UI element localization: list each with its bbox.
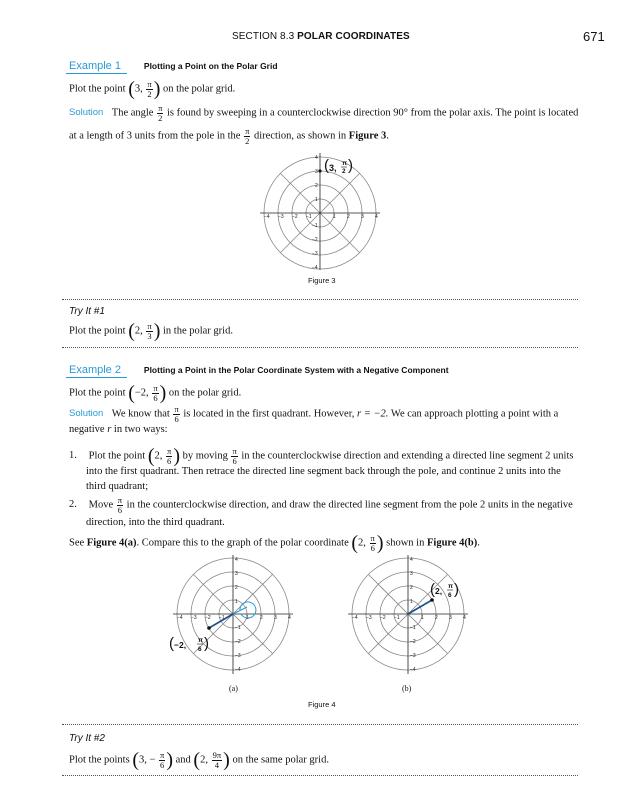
svg-text:−2: −2 <box>205 615 211 621</box>
try-it-1-label: Try It #1 <box>69 306 105 317</box>
svg-text:−2: −2 <box>410 639 416 645</box>
list-item-2-cont: direction, into the third quadrant. <box>86 517 225 528</box>
svg-text:2: 2 <box>342 168 346 175</box>
plotted-point <box>207 626 211 630</box>
svg-text:2,: 2, <box>435 586 443 596</box>
svg-text:3: 3 <box>274 615 277 621</box>
svg-text:): ) <box>348 157 353 174</box>
divider <box>62 775 578 776</box>
svg-text:π: π <box>198 637 203 644</box>
svg-text:−3: −3 <box>235 653 241 659</box>
section-header <box>232 31 410 42</box>
try-it-1-text: Plot the point (2, $\frac{\pi}{3}$ ) in the polar grid. <box>69 320 233 342</box>
svg-text:4: 4 <box>235 557 238 563</box>
figure-4b-reference[interactable]: Figure 4(b) <box>426 537 478 549</box>
divider <box>62 347 578 348</box>
x-tick: −1 <box>306 214 312 220</box>
example-1-solution-line-2: at a length of 3 units from the pole in the $\frac{\pi}{2}$ direction, as shown in Figure 3. <box>69 126 389 146</box>
example-1-problem: Plot the point (3, $\frac{\pi}{2}$ ) on the polar grid. <box>69 78 236 100</box>
x-tick: 2 <box>347 214 350 220</box>
point-label-2-pi-6 <box>430 581 459 599</box>
svg-text:): ) <box>454 581 459 598</box>
svg-text:(: ( <box>169 635 174 652</box>
svg-text:−1: −1 <box>394 615 400 621</box>
example-2-problem: Plot the point (−2, $\frac{\pi}{6}$ ) on the polar grid. <box>69 382 242 404</box>
figure-3-polar-grid <box>250 148 390 273</box>
svg-text:2: 2 <box>235 585 238 591</box>
x-tick: 3 <box>361 214 364 220</box>
see-figure-4-text: See Figure 4(a). Compare this to the graph of the polar coordinate (2, $\frac{\pi}{6}$ ) shown in Figure 4(b). <box>69 532 480 554</box>
x-tick: 1 <box>333 214 336 220</box>
section-title: POLAR COORDINATES <box>297 31 410 42</box>
svg-text:3,: 3, <box>329 163 337 173</box>
svg-text:4: 4 <box>463 615 466 621</box>
svg-text:−4: −4 <box>352 615 358 621</box>
y-tick: −2 <box>312 237 318 243</box>
point-label-3-pi-2 <box>324 157 353 175</box>
svg-text:π: π <box>342 160 347 167</box>
svg-text:1: 1 <box>410 599 413 605</box>
svg-text:6: 6 <box>448 592 452 599</box>
y-tick: 4 <box>315 155 318 161</box>
svg-text:−4: −4 <box>177 615 183 621</box>
example-2-title: Plotting a Point in the Polar Coordinate System with a Negative Component <box>143 365 449 375</box>
svg-text:(: ( <box>430 581 435 598</box>
y-tick: −3 <box>312 251 318 257</box>
try-it-2-label: Try It #2 <box>69 733 105 744</box>
page-number: 671 <box>583 29 605 44</box>
figure-3-reference[interactable]: Figure 3 <box>348 130 387 142</box>
y-tick: −4 <box>312 265 318 271</box>
svg-text:−2: −2 <box>380 615 386 621</box>
example-2-heading <box>66 364 449 376</box>
svg-text:−4: −4 <box>235 667 241 673</box>
figure-4a-caption: (a) <box>229 684 238 693</box>
example-2-solution-line-2: negative r in two ways: <box>69 424 168 435</box>
divider <box>62 724 578 725</box>
svg-text:1: 1 <box>235 599 238 605</box>
svg-text:−3: −3 <box>191 615 197 621</box>
list-item-2: 2. Move $\frac{\pi}{6}$ in the counterclockwise direction, and draw the directed line segment from the pole 2 units in the negative <box>69 495 573 515</box>
svg-text:2: 2 <box>260 615 263 621</box>
svg-text:2: 2 <box>435 615 438 621</box>
try-it-2-text: Plot the points (3, − $\frac{\pi}{6}$ ) and (2, $\frac{9\pi}{4}$ ) on the same polar grid. <box>69 749 329 771</box>
y-tick: 2 <box>315 183 318 189</box>
svg-text:1: 1 <box>421 615 424 621</box>
svg-text:4: 4 <box>288 615 291 621</box>
svg-text:−2,: −2, <box>174 640 187 650</box>
figure-3-caption: Figure 3 <box>308 276 336 285</box>
svg-text:−2: −2 <box>235 639 241 645</box>
y-tick: 1 <box>315 197 318 203</box>
figure-4a-polar-grid <box>165 552 305 680</box>
svg-text:2: 2 <box>410 585 413 591</box>
x-tick: −4 <box>264 214 270 220</box>
point-label-neg2-pi-6 <box>169 635 209 653</box>
x-tick: −3 <box>278 214 284 220</box>
example-2-solution-line-1: Solution We know that $\frac{\pi}{6}$ is located in the first quadrant. However, r = −2. We can approach plotting a point with a <box>69 404 559 424</box>
svg-text:−1: −1 <box>219 615 225 621</box>
list-item-1-cont: third quadrant; <box>86 481 149 492</box>
svg-text:1: 1 <box>246 615 249 621</box>
figure-4b-polar-grid <box>340 552 480 680</box>
svg-text:3: 3 <box>449 615 452 621</box>
example-1-label: Example 1 <box>66 60 127 74</box>
svg-text:(: ( <box>324 157 329 174</box>
svg-text:−1: −1 <box>235 625 241 631</box>
example-2-label: Example 2 <box>66 364 127 378</box>
svg-text:3: 3 <box>410 571 413 577</box>
solution-label: Solution <box>69 107 104 119</box>
figure-4b-caption: (b) <box>402 684 412 693</box>
example-1-heading <box>66 60 278 72</box>
plotted-point <box>430 598 434 602</box>
example-1-title: Plotting a Point on the Polar Grid <box>143 61 278 71</box>
x-tick: −2 <box>292 214 298 220</box>
svg-text:−3: −3 <box>410 653 416 659</box>
y-tick: 3 <box>315 169 318 175</box>
x-tick: 4 <box>375 214 378 220</box>
divider <box>62 299 578 300</box>
svg-text:−1: −1 <box>410 625 416 631</box>
y-tick: −1 <box>312 223 318 229</box>
example-1-solution-line-1: Solution The angle $\frac{\pi}{2}$ is found by sweeping in a counterclockwise direction 90° from the polar axis. The point is located <box>69 103 579 123</box>
svg-text:−4: −4 <box>410 667 416 673</box>
plotted-point <box>318 169 321 172</box>
solution-label: Solution <box>69 408 104 420</box>
figure-4a-reference[interactable]: Figure 4(a) <box>86 537 137 549</box>
section-number: SECTION 8.3 <box>232 31 295 42</box>
svg-text:): ) <box>204 635 209 652</box>
svg-text:−3: −3 <box>366 615 372 621</box>
svg-text:3: 3 <box>235 571 238 577</box>
list-item-1-cont: into the first quadrant. Then retrace the directed line segment back through the pole, and continue 2 units into the <box>86 466 561 477</box>
figure-4-caption: Figure 4 <box>308 700 336 709</box>
svg-text:6: 6 <box>198 646 202 653</box>
svg-text:π: π <box>448 583 453 590</box>
svg-text:4: 4 <box>410 557 413 563</box>
list-item-1: 1. Plot the point (2, $\frac{\pi}{6}$ ) by moving $\frac{\pi}{6}$ in the counterclockwise direction and extending a directed line segment 2 units <box>69 445 574 467</box>
